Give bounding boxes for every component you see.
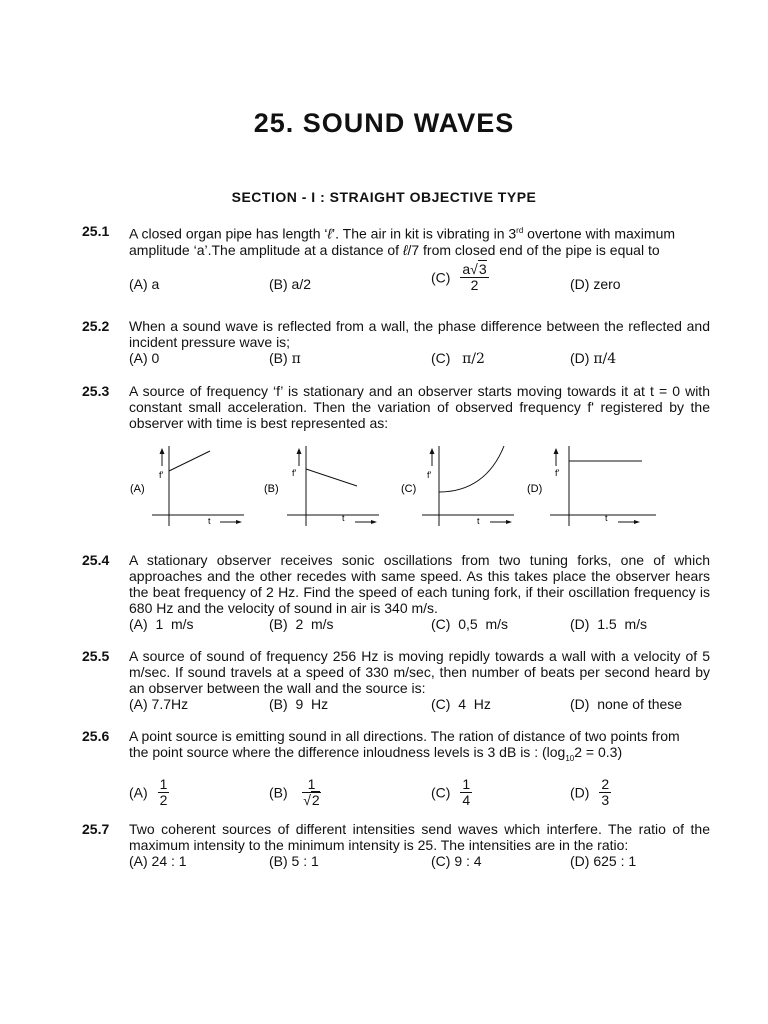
option-b [269,350,301,367]
denominator: 3 [601,791,610,808]
question-number: 25.7 [82,821,110,837]
denominator: 2 [159,791,168,808]
text-run: the point source where the difference inloudness levels is 3 dB is : (log [129,744,566,760]
fraction [302,777,322,808]
numerator: 1 [159,775,168,792]
denominator: √2 [303,791,320,808]
fraction [599,777,611,808]
option-a: (A) 1 m/s [129,616,194,632]
graph-d [526,440,658,530]
option-a: (A) a [129,275,160,292]
option-label: (C) [431,784,451,801]
option-c [431,262,489,293]
fraction [460,777,472,808]
x-label: t [342,513,345,523]
graph-a [128,440,248,530]
question-25-4 [82,552,710,634]
arrow-up-icon [297,448,302,454]
question-25-7 [82,821,710,871]
option-label: (D) [570,784,590,801]
options [129,853,710,871]
y-label: f' [555,468,560,478]
question-25-3 [82,383,710,431]
question-number: 25.5 [82,648,110,664]
option-a [129,777,169,808]
question-text: When a sound wave is reflected from a wall, the phase difference between the reflected and incident pressure wave is; [129,318,710,350]
sqrt-value: 2 [311,791,320,808]
option-b: (B) 2 m/s [269,616,334,632]
option-d: (D) none of these [570,696,683,712]
arrow-right-icon [506,520,512,524]
subscript: 10 [565,753,575,763]
options [129,260,710,294]
options [129,696,710,714]
option-d: (D) 1.5 m/s [570,616,648,632]
option-value: π [291,351,301,367]
option-label: (B) [269,350,292,366]
numerator: 1 [462,775,471,792]
y-label: f' [159,470,164,480]
curve [169,451,210,471]
option-label: (A) [129,784,148,801]
question-number: 25.6 [82,728,110,744]
text-run: A point source is emitting sound in all directions. The ration of distance of two points from [129,728,680,744]
option-b: (B) 9 Hz [269,696,329,712]
page-title: 25. SOUND WAVES [253,108,515,138]
text-run: ’. The air in kit is vibrating in 3 [332,225,517,242]
numerator: a [462,260,471,277]
arrow-up-icon [430,448,435,454]
option-d [570,777,611,808]
numerator: 2 [601,775,610,792]
arrow-right-icon [634,520,640,524]
graph-label: (D) [527,483,543,495]
question-text: Two coherent sources of different intensities send waves which interfere. The ratio of the maximum intensity to the minimum intensity is 25. The intensities are in the ratio: [129,821,710,853]
question-number: 25.2 [82,318,110,334]
graph-b [263,440,383,530]
option-d: (D) zero [570,275,621,292]
text-run: 2 = 0.3) [574,744,623,760]
question-25-5 [82,648,710,714]
numerator-value: 1 [307,775,316,792]
question-number: 25.4 [82,552,110,568]
x-label: t [208,516,211,526]
option-label: (D) [570,350,594,366]
question-text [129,223,710,258]
option-b [269,777,321,808]
question-number: 25.1 [82,223,110,239]
option-c: (C) 4 Hz [431,696,491,712]
text-run: overtone with maximum [523,225,676,242]
question-number: 25.3 [82,383,110,399]
fraction: $\frac{a√3}{2}$ [462,260,487,293]
sqrt-value: 3 [478,260,487,277]
option-a: (A) 0 [129,350,160,366]
option-label: (C) [431,269,451,286]
graph-c [400,440,520,530]
y-label: f' [292,468,297,478]
graph-label: (B) [264,483,279,495]
denominator: 2 [470,276,479,293]
curve [439,446,504,492]
option-b: (B) 5 : 1 [269,853,319,869]
curve [306,469,357,486]
option-d [570,350,616,367]
question-text: A source of frequency ‘f’ is stationary and an observer starts moving towards it at t = 0 with constant small acceleration. Then the variation of observed frequency f' registered by the observer with time is best represented as: [129,383,710,431]
option-value: π/4 [593,351,617,367]
fraction [158,777,170,808]
graph-label: (A) [130,483,145,495]
ell-symbol: ℓ [327,225,333,242]
graph-label: (C) [401,483,417,495]
option-a: (A) 24 : 1 [129,853,187,869]
question-25-1 [82,223,710,294]
ell-symbol: ℓ [402,241,408,258]
option-d: (D) 625 : 1 [570,853,637,869]
y-label: f' [427,470,432,480]
x-label: t [605,513,608,523]
arrow-right-icon [236,520,242,524]
option-c [431,777,472,808]
text-run: /7 from closed end of the pipe is equal to [407,241,660,258]
option-label: (B) [269,784,288,801]
superscript: rd [516,226,524,235]
x-label: t [477,516,480,526]
arrow-up-icon [160,448,165,454]
option-a: (A) 7.7Hz [129,696,189,712]
arrow-right-icon [371,520,377,524]
text-run: amplitude ‘a’.The amplitude at a distance of [129,241,403,258]
arrow-up-icon [554,448,559,454]
option-label: (C) [431,350,463,366]
question-text: A stationary observer receives sonic oscillations from two tuning forks, one of which approaches and the other recedes with same speed. As this takes place the observer hears the beat frequency of 2 Hz. Find the speed of each tuning fork, if their oscillation frequency is 680 Hz and the velocity of sound in air is 340 m/s. [129,552,710,616]
option-c: (C) 9 : 4 [431,853,482,869]
text-run: A closed organ pipe has length ‘ [129,225,328,242]
question-25-2 [82,318,710,368]
option-value: π/2 [462,351,485,367]
denominator: 4 [462,791,471,808]
options [129,350,710,368]
question-text: A source of sound of frequency 256 Hz is moving repidly towards a wall with a velocity of 5 m/sec. If sound travels at a speed of 330 m/sec, then number of beats per second heard by an observer between the wall and the source is: [129,648,710,696]
options [129,616,710,634]
question-text [129,728,710,767]
option-c: (C) 0,5 m/s [431,616,509,632]
options [129,777,710,813]
option-b: (B) a/2 [269,275,312,292]
option-c [431,350,485,367]
question-25-6 [82,728,710,813]
section-heading: SECTION - I : STRAIGHT OBJECTIVE TYPE [231,189,537,205]
